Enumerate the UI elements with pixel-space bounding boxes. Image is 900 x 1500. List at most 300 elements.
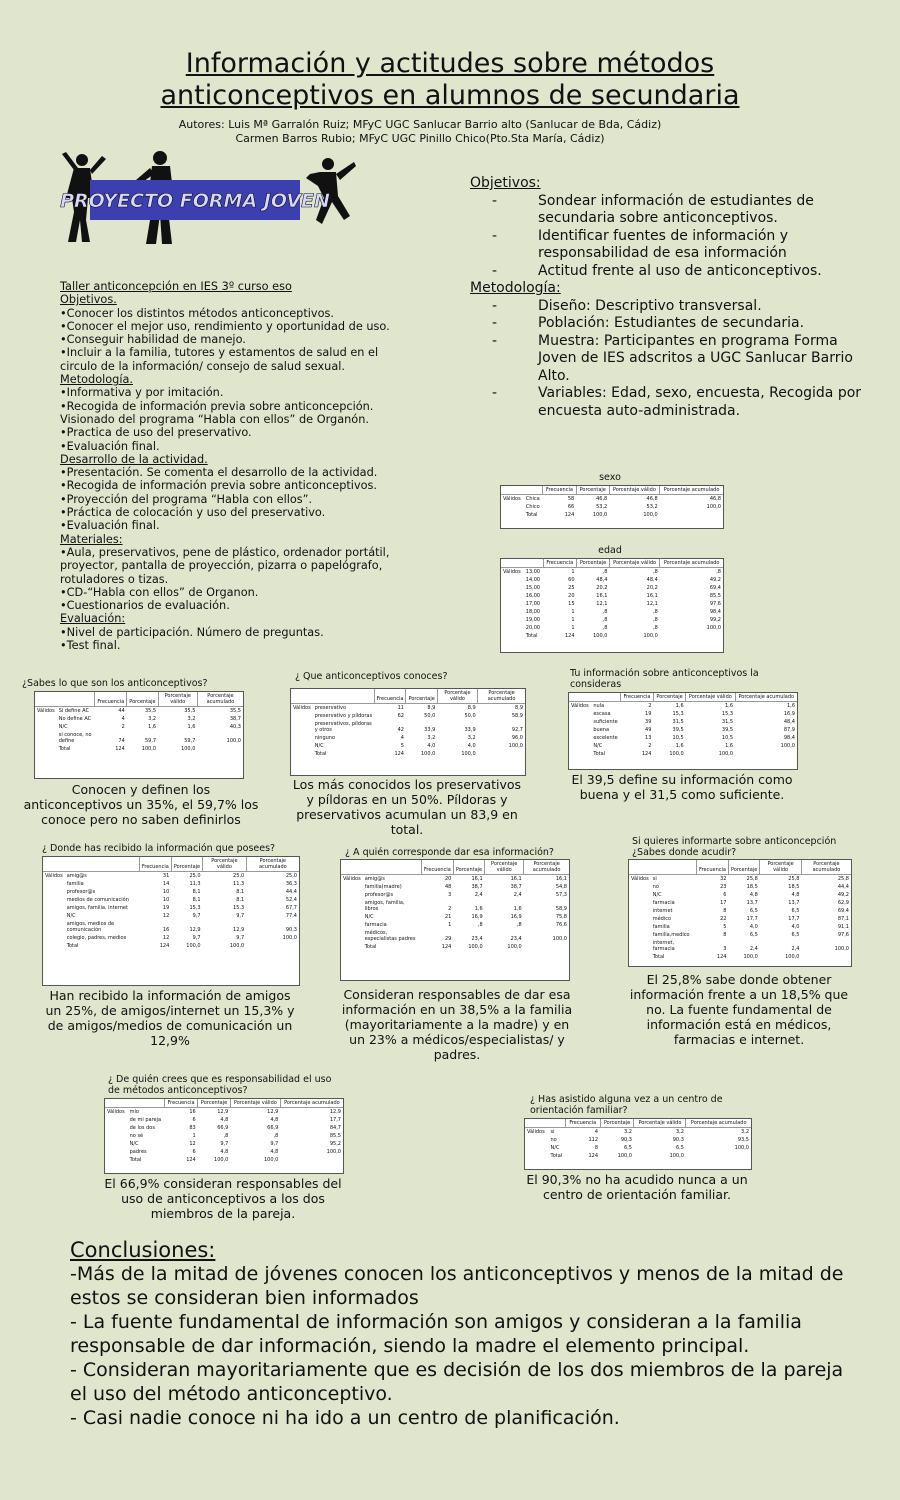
taller-line: •Conocer el mejor uso, rendimiento y oportunidad de uso. xyxy=(60,319,390,333)
table-cell: familia xyxy=(652,924,670,930)
table-cell: 16 xyxy=(162,927,170,933)
table-cell: 4,8 xyxy=(220,1149,229,1155)
table-cell: ,8 xyxy=(273,1133,279,1139)
table-cell: 1,6 xyxy=(187,724,196,730)
table-cell xyxy=(525,1144,549,1152)
table-cell: 6,5 xyxy=(791,932,800,938)
table-cell: N/C xyxy=(129,1141,139,1147)
table-cell: 4,0 xyxy=(427,743,436,749)
table-cell xyxy=(501,608,524,616)
table-cell: ,8 xyxy=(653,625,658,631)
table-cell: 100,0 xyxy=(743,954,758,960)
table-cell: excelente xyxy=(593,735,618,741)
table-cell: amig@s xyxy=(66,873,87,879)
methodology-item: - Diseño: Descriptivo transversal. xyxy=(492,298,870,316)
table-cell xyxy=(341,921,363,929)
table-cell: Válidos xyxy=(107,1109,125,1115)
table-cell: 100,0 xyxy=(669,751,684,757)
table-cell: 1 xyxy=(571,625,575,631)
table-header-cell: Porcentaje acumulado xyxy=(524,860,569,875)
table-header-cell: Porcentaje acumulado xyxy=(246,857,299,872)
table-cell: 53,2 xyxy=(596,504,608,510)
acudir-table xyxy=(628,859,852,967)
table-cell: Válidos xyxy=(37,708,55,714)
table-cell: 90,3 xyxy=(620,1137,632,1143)
table-cell: 4 xyxy=(594,1129,599,1135)
table-header-cell xyxy=(629,860,651,875)
table-cell: 18,5 xyxy=(746,884,758,890)
table-header-cell xyxy=(128,1099,165,1108)
quien-table-title: ¿ De quién crees que es responsabilidad el uso de métodos anticonceptivos? xyxy=(108,1074,332,1096)
table-cell: 4 xyxy=(400,735,404,741)
table-cell: 1 xyxy=(192,1133,196,1139)
table-header-cell xyxy=(524,559,543,568)
table-header-cell: Frecuencia xyxy=(697,860,729,875)
table-cell: 124 xyxy=(186,1157,196,1163)
table-cell: Total xyxy=(525,633,538,639)
table-row xyxy=(43,888,299,896)
table-header-cell: Porcentaje acumulado xyxy=(280,1099,343,1108)
table-cell xyxy=(525,1152,549,1160)
table-cell: 8,9 xyxy=(515,705,523,711)
table-cell: 8,1 xyxy=(192,889,201,895)
sabes-caption: Conocen y definen los anticonceptivos un 35%, el 59,7% los conoce pero no saben definirlos xyxy=(23,782,259,827)
table-row xyxy=(105,1108,343,1117)
table-cell: 22 xyxy=(720,916,727,922)
table-cell xyxy=(629,891,651,899)
table-cell: 25,8 xyxy=(837,876,849,882)
table-cell: 1 xyxy=(571,569,575,575)
table-header-cell: Porcentaje xyxy=(127,692,158,707)
table-cell: 100,0 xyxy=(643,512,658,518)
table-row xyxy=(525,1128,751,1137)
authors-line1: Autores: Luis Mª Garralón Ruiz; MFyC UGC Sanlucar Barrio alto (Sanlucar de Bda, Cádiz) xyxy=(178,118,662,131)
table-row xyxy=(629,939,851,953)
methodology-item: - Población: Estudiantes de secundaria. xyxy=(492,315,870,333)
table-cell: preservativo y píldoras xyxy=(314,713,373,719)
table-cell: 100,0 xyxy=(214,1157,229,1163)
table-row xyxy=(501,584,723,592)
table-cell: ,8 xyxy=(653,569,658,575)
table-cell xyxy=(43,880,65,888)
table-cell: 3,2 xyxy=(741,1129,749,1135)
table-cell: 13,7 xyxy=(746,900,758,906)
table-cell xyxy=(43,920,65,934)
table-row xyxy=(341,891,569,899)
table-cell: 14 xyxy=(162,881,170,887)
table-cell: 100,0 xyxy=(226,738,241,744)
table-cell: 59,7 xyxy=(144,738,157,744)
table-cell: 84,7 xyxy=(329,1125,341,1131)
table-cell: 49,2 xyxy=(837,892,849,898)
table-cell xyxy=(246,942,299,950)
table-cell: 6,5 xyxy=(749,908,758,914)
table-cell: 1 xyxy=(571,609,575,615)
centro-frequency-table xyxy=(525,1119,751,1160)
table-cell: no sé xyxy=(129,1133,144,1139)
table-row xyxy=(43,872,299,881)
table-cell: 100,0 xyxy=(706,625,721,631)
table-row xyxy=(43,942,299,950)
table-row xyxy=(43,896,299,904)
quien-frequency-table xyxy=(105,1099,343,1164)
table-cell xyxy=(501,511,524,519)
table-cell xyxy=(341,883,363,891)
table-cell: 23,4 xyxy=(471,936,483,942)
table-cell: Válidos xyxy=(571,703,589,709)
table-cell: 50,0 xyxy=(464,713,476,719)
taller-line: •Practica de uso del preservativo. xyxy=(60,426,252,440)
table-cell: 49,2 xyxy=(709,577,721,583)
table-cell: 87,9 xyxy=(783,727,795,733)
table-cell: 4 xyxy=(121,716,125,722)
poster-title-line1: Información y actitudes sobre métodos xyxy=(185,48,715,79)
table-cell: 39 xyxy=(645,719,652,725)
table-cell: 14,00 xyxy=(525,577,541,583)
donde-frequency-table xyxy=(43,857,299,950)
table-header-cell: Porcentaje válido xyxy=(485,860,524,875)
table-cell: 4,8 xyxy=(791,892,800,898)
table-cell xyxy=(105,1156,128,1164)
table-row xyxy=(43,912,299,920)
table-cell: 10,5 xyxy=(721,735,734,741)
table-header-cell: Frecuencia xyxy=(543,559,577,568)
table-row xyxy=(291,750,525,758)
table-cell: 124 xyxy=(564,512,575,518)
table-header-cell: Frecuencia xyxy=(374,689,406,704)
table-cell: 97,6 xyxy=(709,601,721,607)
table-cell xyxy=(569,734,591,742)
table-cell xyxy=(197,745,243,753)
table-cell xyxy=(43,888,65,896)
table-cell: médicos, especialistas padres xyxy=(364,930,416,942)
table-cell: Válidos xyxy=(631,876,649,882)
table-cell: 6 xyxy=(192,1117,196,1123)
table-cell xyxy=(629,939,651,953)
table-row xyxy=(501,576,723,584)
taller-heading: Evaluación: xyxy=(60,612,126,626)
table-cell: 46,8 xyxy=(709,496,721,502)
table-cell: 100,0 xyxy=(507,944,522,950)
methodology-list xyxy=(470,298,870,421)
table-header-cell: Porcentaje xyxy=(577,559,610,568)
table-cell: N/C xyxy=(314,743,324,749)
acudir-table-title: Si quieres informarte sobre anticoncepción ¿Sabes donde acudir? xyxy=(632,836,837,858)
table-cell: 6 xyxy=(723,892,727,898)
table-cell: ,8 xyxy=(516,922,522,928)
table-cell xyxy=(660,511,723,519)
table-cell: 20,2 xyxy=(596,585,608,591)
table-cell: No define AC xyxy=(58,716,92,722)
taller-line: •Incluir a la familia, tutores y estamentos de salud en el circulo de la información/ consejo de salud sexual. xyxy=(60,346,379,373)
table-cell: internet, farmacia xyxy=(652,940,675,952)
table-cell: ,8 xyxy=(223,1133,229,1139)
table-row xyxy=(501,511,723,519)
table-cell: familia xyxy=(66,881,84,887)
table-cell: 100,0 xyxy=(326,1149,341,1155)
table-cell: 100,0 xyxy=(468,944,483,950)
table-cell: 12 xyxy=(189,1141,196,1147)
taller-heading: Objetivos. xyxy=(60,293,117,307)
table-row xyxy=(341,921,569,929)
table-cell: 74 xyxy=(118,738,125,744)
table-cell: amigos, familia, internet xyxy=(66,905,128,911)
logo-text: PROYECTO FORMA JOVEN xyxy=(60,190,330,212)
table-cell: 124 xyxy=(716,954,727,960)
table-cell: 17,7 xyxy=(746,916,758,922)
table-cell: 124 xyxy=(565,633,575,639)
table-cell: 9,7 xyxy=(236,935,245,941)
table-row xyxy=(341,899,569,913)
table-cell xyxy=(629,915,651,923)
table-cell: 13,7 xyxy=(788,900,800,906)
table-cell xyxy=(501,592,524,600)
table-cell xyxy=(43,912,65,920)
table-header-cell: Porcentaje válido xyxy=(609,559,659,568)
table-header-cell xyxy=(591,693,620,702)
table-cell: 92,7 xyxy=(511,727,523,733)
table-header-cell: Porcentaje xyxy=(406,689,437,704)
table-cell: 99,2 xyxy=(709,617,721,623)
aquien-frequency-table xyxy=(341,860,569,951)
que-table-title: ¿ Que anticonceptivos conoces? xyxy=(295,671,448,682)
table-cell: Válidos xyxy=(503,569,521,575)
table-cell: 1,6 xyxy=(675,703,684,709)
table-cell: 4,8 xyxy=(270,1117,279,1123)
table-row xyxy=(341,943,569,951)
table-cell: Válidos xyxy=(527,1129,545,1135)
table-header-row xyxy=(43,857,299,872)
table-row xyxy=(43,934,299,942)
table-cell: 66,9 xyxy=(217,1125,229,1131)
table-header-cell: Frecuencia xyxy=(95,692,127,707)
table-cell xyxy=(735,750,797,758)
table-cell: 1,6 xyxy=(787,703,795,709)
table-cell: 20 xyxy=(444,876,452,882)
table-cell: Total xyxy=(314,751,327,757)
table-cell: Total xyxy=(525,512,538,518)
table-cell: 57,3 xyxy=(555,892,567,898)
table-cell: 6,5 xyxy=(675,1145,684,1151)
table-cell: N/C xyxy=(593,743,603,749)
table-cell: buena xyxy=(593,727,610,733)
tuinfo-table-title: Tu información sobre anticonceptivos la consideras xyxy=(570,668,759,690)
table-cell: 32 xyxy=(720,876,727,882)
table-cell: médico xyxy=(652,916,672,922)
table-cell: Chico xyxy=(525,504,540,510)
table-cell xyxy=(341,943,363,951)
table-cell: 4,0 xyxy=(467,743,476,749)
taller-heading: Materiales: xyxy=(60,532,123,546)
table-row xyxy=(35,715,243,723)
table-row xyxy=(501,624,723,632)
table-cell: 4,8 xyxy=(270,1149,279,1155)
table-cell: 25,0 xyxy=(233,873,245,879)
table-row xyxy=(569,710,797,718)
table-cell: 8 xyxy=(594,1145,599,1151)
edad-table-title: edad xyxy=(598,545,622,556)
table-cell xyxy=(569,726,591,734)
table-cell: Total xyxy=(364,944,377,950)
aquien-table xyxy=(340,859,570,981)
table-row xyxy=(501,503,723,511)
table-cell: Total xyxy=(66,943,79,949)
que-caption: Los más conocidos los preservativos y píldoras en un 50%. Píldoras y preservativos acumulan un 83,9 en total. xyxy=(292,777,522,837)
table-cell: 66 xyxy=(567,504,575,510)
table-cell: 36,3 xyxy=(285,881,297,887)
table-cell: 90,3 xyxy=(672,1137,684,1143)
table-cell: 46,8 xyxy=(646,496,658,502)
table-header-cell: Porcentaje válido xyxy=(760,860,802,875)
table-cell: 19,00 xyxy=(525,617,541,623)
table-cell xyxy=(291,734,313,742)
centro-table xyxy=(524,1118,752,1170)
table-cell: 35,5 xyxy=(184,708,196,714)
table-cell xyxy=(35,715,57,723)
table-cell: 9,7 xyxy=(192,935,201,941)
table-cell xyxy=(524,943,569,951)
conclusion-item: - Consideran mayoritariamente que es decisión de los dos miembros de la pareja el uso del método anticonceptivo. xyxy=(70,1359,844,1405)
table-cell xyxy=(341,891,363,899)
table-row xyxy=(291,720,525,734)
table-cell: 66,9 xyxy=(267,1125,279,1131)
table-cell: 40,3 xyxy=(229,724,241,730)
table-cell xyxy=(43,934,65,942)
table-cell: 1 xyxy=(571,617,575,623)
table-cell: 60 xyxy=(568,577,575,583)
taller-heading: Desarrollo de la actividad. xyxy=(60,452,208,466)
table-header-cell: Porcentaje xyxy=(653,693,685,702)
table-cell: 16,1 xyxy=(471,876,483,882)
conclusion-item: -Más de la mitad de jóvenes conocen los anticonceptivos y menos de la mitad de estos se consideran bien informados xyxy=(70,1263,844,1309)
table-cell: 19 xyxy=(162,905,170,911)
sexo-table-title: sexo xyxy=(599,472,621,483)
table-cell xyxy=(105,1132,128,1140)
table-row xyxy=(629,891,851,899)
table-cell: ,8 xyxy=(602,625,608,631)
table-cell xyxy=(291,750,313,758)
table-cell: 112 xyxy=(588,1137,599,1143)
table-cell: 93,5 xyxy=(737,1137,749,1143)
table-cell: 77,4 xyxy=(285,913,297,919)
table-cell: 10 xyxy=(162,889,170,895)
table-header-cell xyxy=(341,860,363,875)
table-row xyxy=(501,632,723,640)
table-row xyxy=(629,907,851,915)
sexo-table xyxy=(500,485,724,529)
tuinfo-table xyxy=(568,692,798,770)
table-cell: 29 xyxy=(444,936,452,942)
table-row xyxy=(501,608,723,616)
table-cell xyxy=(341,929,363,943)
table-cell xyxy=(569,710,591,718)
table-cell: 52,4 xyxy=(285,897,297,903)
table-cell: 69,4 xyxy=(837,908,849,914)
table-cell xyxy=(569,742,591,750)
table-cell xyxy=(629,907,651,915)
table-cell: 3 xyxy=(448,892,452,898)
table-cell: 12,9 xyxy=(233,927,245,933)
que-table xyxy=(290,688,526,776)
table-cell: 62,9 xyxy=(837,900,849,906)
table-cell: 44,4 xyxy=(837,884,849,890)
objectives-section xyxy=(470,175,870,420)
table-cell: 3 xyxy=(723,946,727,952)
table-cell: 16,1 xyxy=(510,876,522,882)
table-row xyxy=(105,1132,343,1140)
table-cell: 15,3 xyxy=(721,711,734,717)
table-cell: internet xyxy=(652,908,673,914)
objective-item: - Sondear información de estudiantes de secundaria sobre anticonceptivos. xyxy=(492,193,870,228)
table-cell: 100,0 xyxy=(263,1157,279,1163)
table-cell: 1,6 xyxy=(725,743,734,749)
table-header-cell: Porcentaje xyxy=(728,860,759,875)
table-row xyxy=(43,880,299,888)
table-cell xyxy=(501,584,524,592)
table-cell: de mi pareja xyxy=(129,1117,162,1123)
table-header-cell: Frecuencia xyxy=(139,857,171,872)
table-cell: 100,0 xyxy=(508,743,523,749)
table-cell: 25,8 xyxy=(746,876,758,882)
sabes-table-title: ¿Sabes lo que son los anticonceptivos? xyxy=(22,678,208,689)
table-header-row xyxy=(291,689,525,704)
table-cell: 2 xyxy=(121,724,125,730)
sabes-frequency-table xyxy=(35,692,243,753)
table-cell: 2,4 xyxy=(749,946,758,952)
table-cell xyxy=(569,750,591,758)
table-cell xyxy=(35,745,57,753)
table-cell: 1,6 xyxy=(675,743,684,749)
taller-line: •Conocer los distintos métodos anticonceptivos. xyxy=(60,306,334,320)
table-cell: 10,5 xyxy=(672,735,684,741)
table-cell: 16,1 xyxy=(555,876,567,882)
table-header-cell: Porcentaje válido xyxy=(634,1119,686,1128)
table-header-cell: Frecuencia xyxy=(421,860,453,875)
table-header-cell: Porcentaje acumulado xyxy=(660,559,723,568)
table-cell: 2,4 xyxy=(513,892,522,898)
table-cell xyxy=(501,503,524,511)
table-cell: 12,9 xyxy=(217,1109,229,1115)
table-cell: 16,1 xyxy=(646,593,658,599)
table-cell: 15,3 xyxy=(672,711,684,717)
table-row xyxy=(629,915,851,923)
table-row xyxy=(105,1156,343,1164)
objectives-heading: Objetivos: xyxy=(470,175,541,191)
taller-line: •Recogida de información previa sobre anticoncepción. Visionado del programa “Habla con ellos” de Organón. xyxy=(60,399,374,426)
table-header-cell xyxy=(501,486,524,495)
taller-line: •CD-“Habla con ellos” de Organon. xyxy=(60,585,259,599)
table-cell: 15,00 xyxy=(525,585,541,591)
table-row xyxy=(501,568,723,577)
table-cell: 12,9 xyxy=(189,927,201,933)
table-header-cell: Porcentaje válido xyxy=(609,486,659,495)
taller-line: •Evaluación final. xyxy=(60,519,160,533)
table-cell: 58,9 xyxy=(511,713,523,719)
table-cell: 6 xyxy=(192,1149,196,1155)
table-cell: 44,4 xyxy=(285,889,297,895)
table-cell: 33,9 xyxy=(464,727,476,733)
table-row xyxy=(291,734,525,742)
table-cell: 12 xyxy=(162,913,170,919)
table-cell xyxy=(501,616,524,624)
table-row xyxy=(105,1148,343,1156)
table-row xyxy=(341,929,569,943)
table-cell: preservativo xyxy=(314,705,347,711)
table-cell: 5 xyxy=(723,924,727,930)
table-header-row xyxy=(501,559,723,568)
table-cell: 100,0 xyxy=(643,633,658,639)
table-row xyxy=(629,875,851,884)
